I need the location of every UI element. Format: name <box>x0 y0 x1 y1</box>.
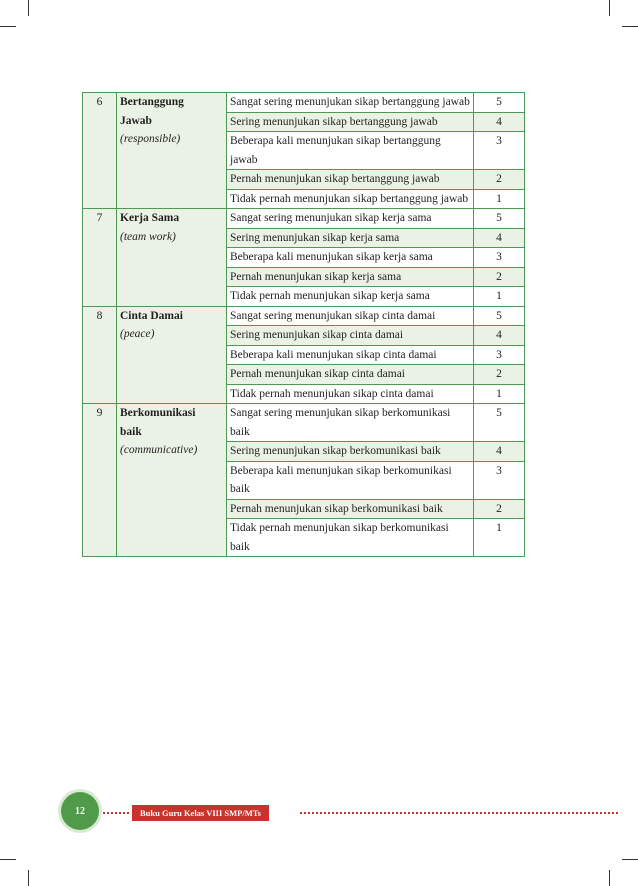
level-description: Sangat sering menunjukan sikap kerja sama <box>227 209 474 229</box>
level-score: 3 <box>474 461 525 499</box>
level-score: 2 <box>474 499 525 519</box>
crop-mark <box>622 26 638 27</box>
level-score: 4 <box>474 442 525 462</box>
level-score: 3 <box>474 345 525 365</box>
level-score: 2 <box>474 267 525 287</box>
criterion-number: 7 <box>83 209 117 307</box>
criterion-english: (team work) <box>120 230 176 243</box>
level-score: 2 <box>474 365 525 385</box>
rubric-table <box>82 92 525 557</box>
level-score: 5 <box>474 209 525 229</box>
criterion-number: 6 <box>83 93 117 209</box>
criterion-number: 9 <box>83 404 117 557</box>
level-score: 3 <box>474 132 525 170</box>
level-description: Beberapa kali menunjukan sikap kerja sama <box>227 248 474 268</box>
level-score: 1 <box>474 384 525 404</box>
crop-mark <box>622 859 638 860</box>
level-description: Sering menunjukan sikap kerja sama <box>227 228 474 248</box>
footer-dotted-rule <box>103 812 129 814</box>
criterion-number: 8 <box>83 306 117 404</box>
level-score: 3 <box>474 248 525 268</box>
crop-mark <box>609 0 610 16</box>
level-description: Beberapa kali menunjukan sikap bertanggung jawab <box>227 132 474 170</box>
criterion-name: Kerja Sama <box>120 212 180 224</box>
level-score: 5 <box>474 93 525 113</box>
level-description: Tidak pernah menunjukan sikap cinta damai <box>227 384 474 404</box>
criterion-name: Jawab <box>120 114 152 127</box>
level-description: Sering menunjukan sikap bertanggung jawab <box>227 112 474 132</box>
level-description: Pernah menunjukan sikap berkomunikasi baik <box>227 499 474 519</box>
level-score: 1 <box>474 287 525 307</box>
level-description: Tidak pernah menunjukan sikap kerja sama <box>227 287 474 307</box>
criterion-name: baik <box>120 425 142 438</box>
footer-dotted-rule <box>300 812 618 814</box>
level-description: Sangat sering menunjukan sikap bertanggung jawab <box>227 93 474 113</box>
level-description: Pernah menunjukan sikap cinta damai <box>227 365 474 385</box>
level-score: 4 <box>474 112 525 132</box>
criterion-english: (communicative) <box>120 444 198 456</box>
crop-mark <box>0 859 16 860</box>
criterion-cell <box>117 209 227 307</box>
level-score: 5 <box>474 404 525 442</box>
level-description: Pernah menunjukan sikap kerja sama <box>227 267 474 287</box>
level-description: Sangat sering menunjukan sikap cinta damai <box>227 306 474 326</box>
rubric-body <box>83 93 525 557</box>
table-row <box>83 209 525 229</box>
level-score: 5 <box>474 306 525 326</box>
criterion-cell <box>117 306 227 404</box>
page-footer <box>0 780 638 840</box>
crop-mark <box>28 870 29 886</box>
level-description: Beberapa kali menunjukan sikap berkomunikasi baik <box>227 461 474 499</box>
criterion-name: Berkomunikasi <box>120 407 196 419</box>
level-description: Beberapa kali menunjukan sikap cinta damai <box>227 345 474 365</box>
book-title: Buku Guru Kelas VIII SMP/MTs <box>132 805 269 821</box>
level-score: 1 <box>474 189 525 209</box>
criterion-name: Bertanggung <box>120 96 184 108</box>
level-score: 2 <box>474 170 525 190</box>
criterion-english: (peace) <box>120 328 155 340</box>
level-score: 4 <box>474 326 525 346</box>
criterion-english: (responsible) <box>120 133 181 145</box>
crop-mark <box>28 0 29 16</box>
criterion-name: Cinta Damai <box>120 309 183 322</box>
level-description: Pernah menunjukan sikap bertanggung jawab <box>227 170 474 190</box>
level-description: Tidak pernah menunjukan sikap bertanggung jawab <box>227 189 474 209</box>
criterion-cell <box>117 93 227 209</box>
level-description: Sangat sering menunjukan sikap berkomunikasi baik <box>227 404 474 442</box>
table-row <box>83 306 525 326</box>
table-row <box>83 404 525 442</box>
crop-mark <box>0 26 16 27</box>
crop-mark <box>609 870 610 886</box>
level-score: 4 <box>474 228 525 248</box>
table-row <box>83 93 525 113</box>
level-description: Sering menunjukan sikap cinta damai <box>227 326 474 346</box>
level-description: Sering menunjukan sikap berkomunikasi baik <box>227 442 474 462</box>
level-description: Tidak pernah menunjukan sikap berkomunikasi baik <box>227 519 474 557</box>
level-score: 1 <box>474 519 525 557</box>
page-number: 12 <box>61 792 99 830</box>
criterion-cell <box>117 404 227 557</box>
